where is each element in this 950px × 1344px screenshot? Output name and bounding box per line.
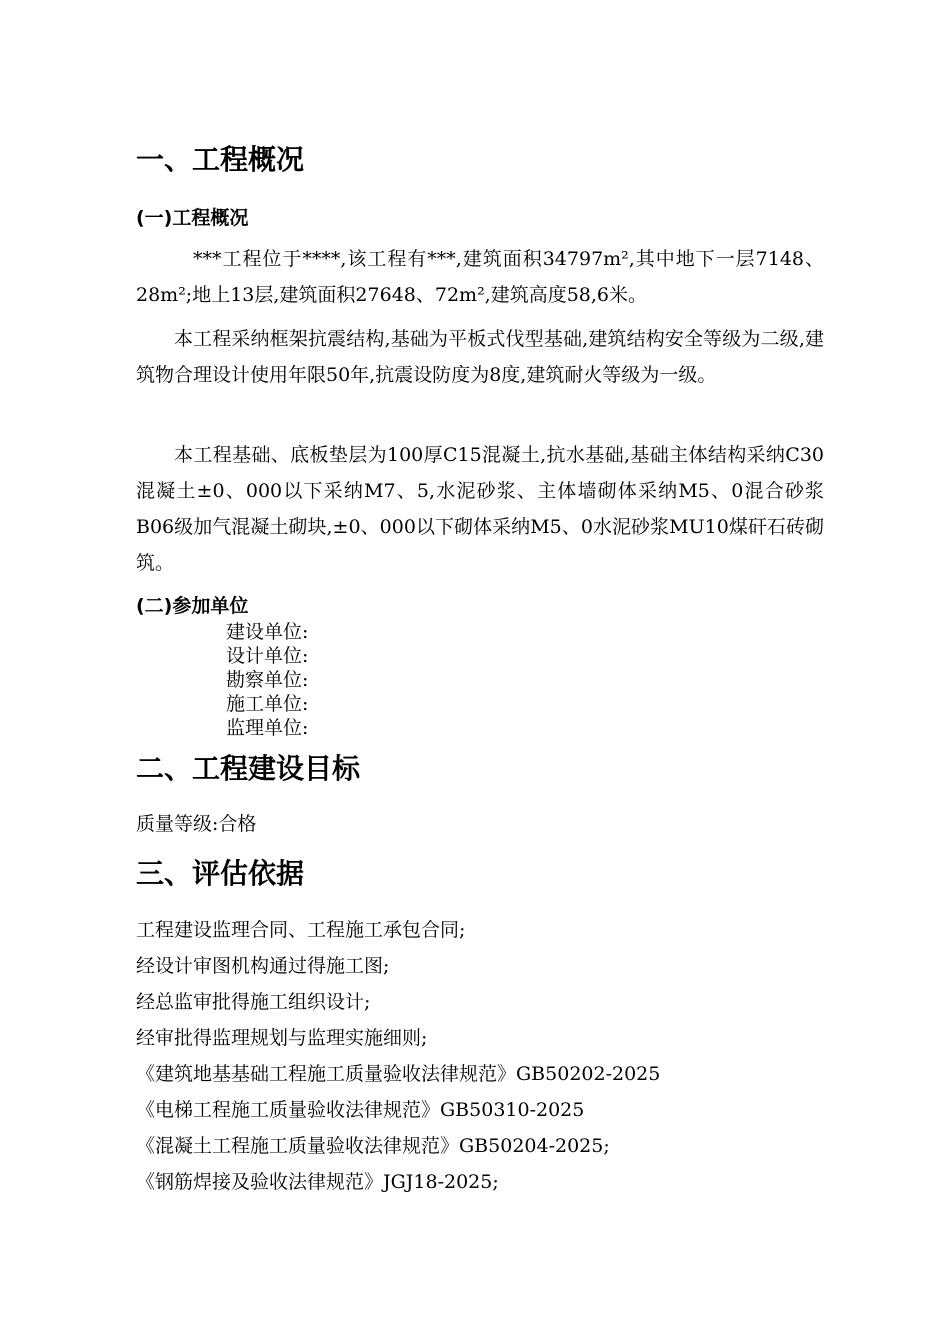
basis-item: 《混凝土工程施工质量验收法律规范》GB50204-2025; xyxy=(136,1135,610,1157)
paragraph-materials: 本工程基础、底板垫层为100厚C15混凝土,抗水基础,基础主体结构采纳C30混凝土±0、000以下采纳M7、5,水泥砂浆、主体墙砌体采纳M5、0混合砂浆B06级加气混凝土砌块,±0、000以下砌体采纳M5、0水泥砂浆MU10煤矸石砖砌筑。 xyxy=(136,444,824,574)
paragraph-location: ***工程位于****,该工程有***,建筑面积34797m²,其中地下一层7148、28m²;地上13层,建筑面积27648、72m²,建筑高度58,6米。 xyxy=(136,248,824,306)
basis-item: 《建筑地基基础工程施工质量验收法律规范》GB50202-2025 xyxy=(136,1063,661,1085)
basis-item: 经设计审图机构通过得施工图; xyxy=(136,955,390,977)
subsection-heading-overview: (一)工程概况 xyxy=(136,207,249,229)
section-heading-basis: 三、评估依据 xyxy=(136,857,305,890)
paragraph-structure: 本工程采纳框架抗震结构,基础为平板式伐型基础,建筑结构安全等级为二级,建筑物合理设计使用年限50年,抗震设防度为8度,建筑耐火等级为一级。 xyxy=(136,328,824,386)
basis-item: 经总监审批得施工组织设计; xyxy=(136,991,371,1013)
basis-item: 《钢筋焊接及验收法律规范》JGJ18-2025; xyxy=(136,1171,499,1193)
section-heading-goals: 二、工程建设目标 xyxy=(136,752,361,785)
basis-item: 工程建设监理合同、工程施工承包合同; xyxy=(136,919,466,941)
quality-grade-text: 质量等级:合格 xyxy=(136,813,257,835)
participant-supervision-unit: 监理单位: xyxy=(226,717,309,739)
participant-construction-unit: 建设单位: xyxy=(226,621,309,643)
section-heading-overview: 一、工程概况 xyxy=(136,143,305,176)
participant-survey-unit: 勘察单位: xyxy=(226,669,309,691)
participant-design-unit: 设计单位: xyxy=(226,645,309,667)
basis-item: 《电梯工程施工质量验收法律规范》GB50310-2025 xyxy=(136,1099,585,1121)
subsection-heading-participants: (二)参加单位 xyxy=(136,595,249,617)
participant-contractor-unit: 施工单位: xyxy=(226,693,309,715)
basis-item: 经审批得监理规划与监理实施细则; xyxy=(136,1027,428,1049)
